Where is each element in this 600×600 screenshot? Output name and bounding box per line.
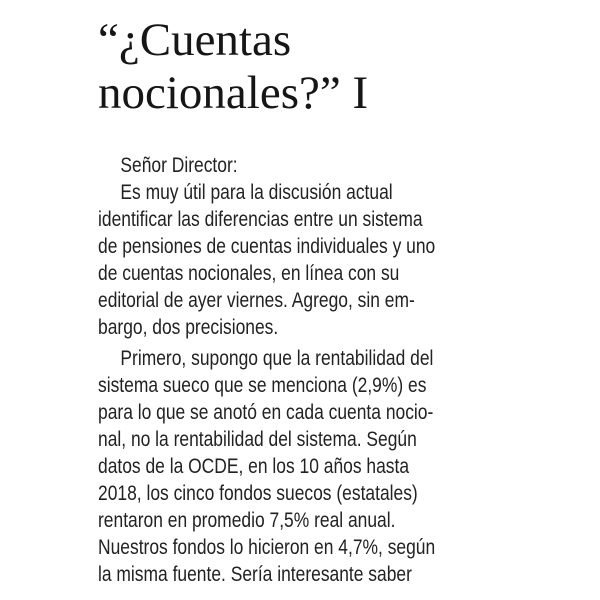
paragraph-line: nal, no la rentabilidad del sistema. Según bbox=[98, 428, 417, 451]
letter-body bbox=[98, 152, 436, 588]
paragraph-1 bbox=[98, 179, 436, 341]
paragraph-line: Es muy útil para la discusión actual bbox=[120, 181, 393, 204]
paragraph-line: para lo que se anotó en cada cuenta nocio- bbox=[98, 401, 434, 424]
paragraph-line: la misma fuente. Sería interesante saber bbox=[98, 563, 412, 586]
paragraph-line: de cuentas nocionales, en línea con su bbox=[98, 262, 400, 285]
headline-line-1: “¿Cuentas bbox=[98, 14, 292, 66]
letter-headline bbox=[98, 14, 518, 120]
paragraph-2 bbox=[98, 345, 436, 588]
salutation: Señor Director: bbox=[120, 154, 238, 177]
paragraph-line: de pensiones de cuentas individuales y uno bbox=[98, 235, 436, 258]
paragraph-line: editorial de ayer viernes. Agrego, sin em- bbox=[98, 289, 415, 312]
paragraph-line: 2018, los cinco fondos suecos (estatales) bbox=[98, 482, 418, 505]
headline-line-2: nocionales?” I bbox=[98, 67, 369, 119]
paragraph-line: sistema sueco que se menciona (2,9%) es bbox=[98, 374, 427, 397]
paragraph-line: rentaron en promedio 7,5% real anual. bbox=[98, 509, 396, 532]
paragraph-line: identificar las diferencias entre un sistema bbox=[98, 208, 423, 231]
paragraph-line: datos de la OCDE, en los 10 años hasta bbox=[98, 455, 410, 478]
paragraph-line: Primero, supongo que la rentabilidad del bbox=[120, 347, 434, 370]
paragraph-line: bargo, dos precisiones. bbox=[98, 316, 279, 339]
paragraph-line: Nuestros fondos lo hicieron en 4,7%, según bbox=[98, 536, 436, 559]
